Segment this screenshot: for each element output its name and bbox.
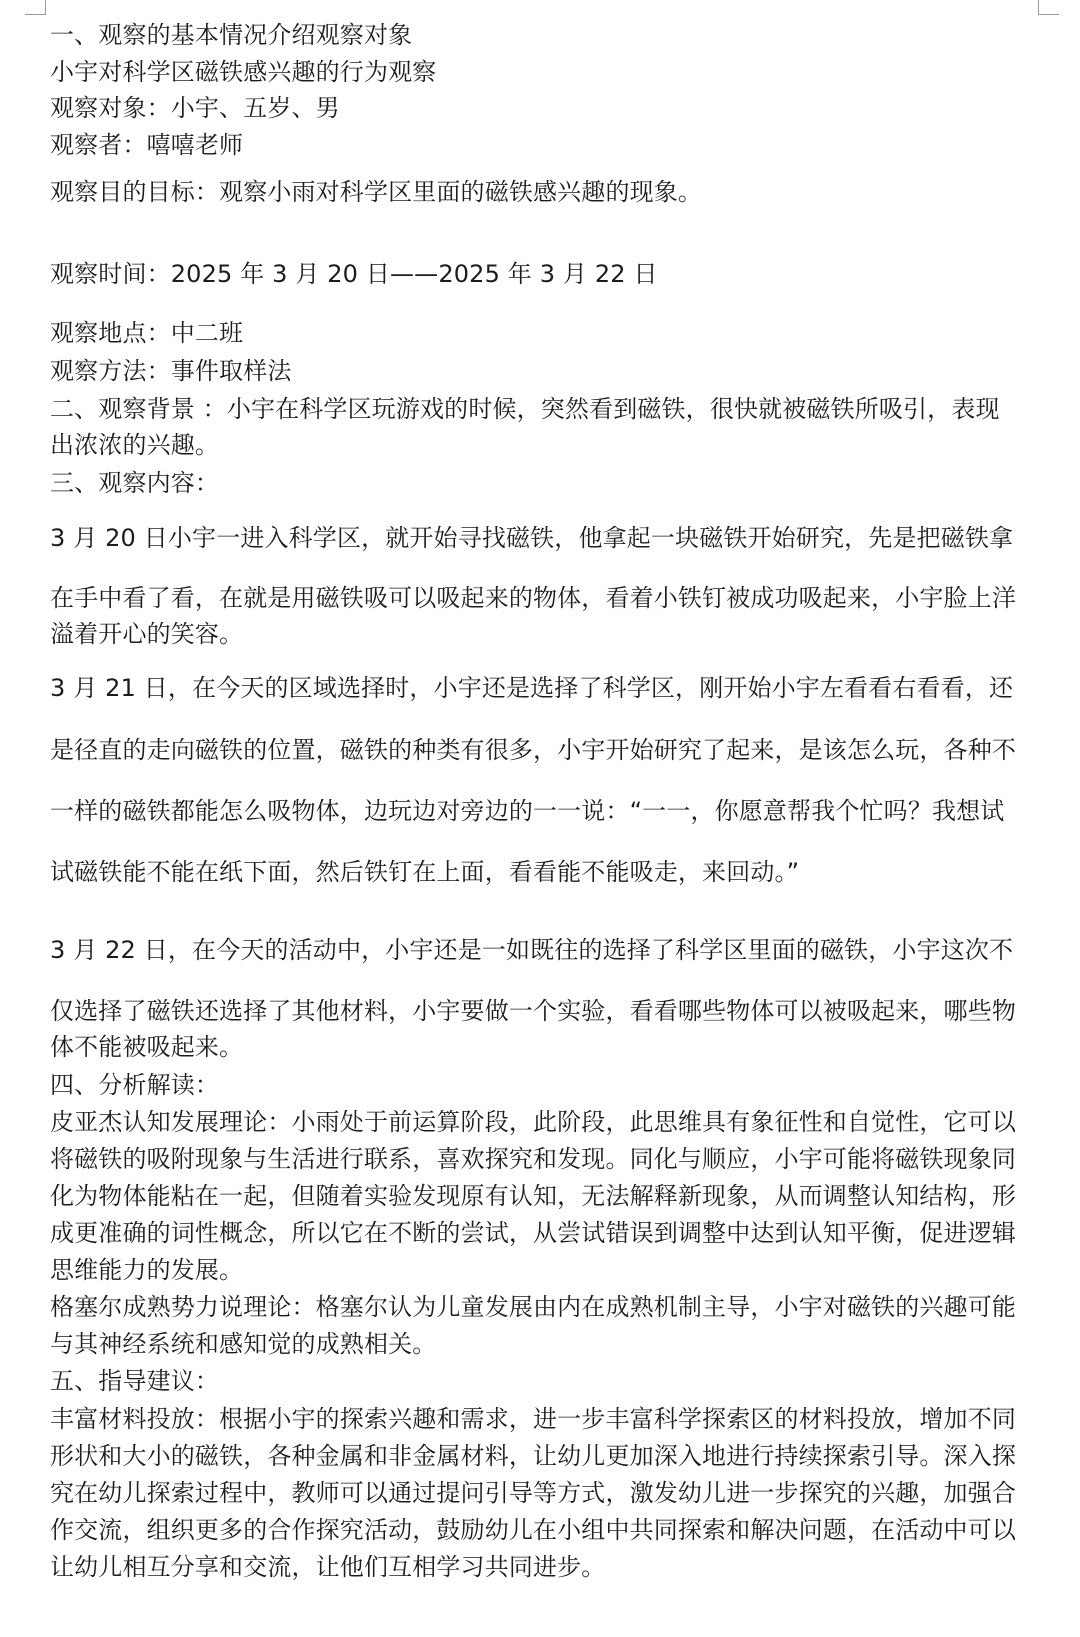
observation-method: 观察方法：事件取样法 [50,357,292,385]
piaget-paragraph-line: 皮亚杰认知发展理论：小雨处于前运算阶段，此阶段，此思维具有象征性和自觉性，它可以 [50,1108,1016,1136]
page-corner-mark-left [25,0,46,15]
day2-paragraph-line: 一样的磁铁都能怎么吸物体，边玩边对旁边的一一说：“一一，你愿意帮我个忙吗？我想试 [50,797,1005,825]
observation-goal: 观察目的目标：观察小雨对科学区里面的磁铁感兴趣的现象。 [50,178,703,206]
day1-paragraph-line: 3 月 20 日小宇一进入科学区，就开始寻找磁铁，他拿起一块磁铁开始研究，先是把磁铁拿 [50,524,1014,552]
day3-paragraph-line: 仅选择了磁铁还选择了其他材料，小宇要做一个实验，看看哪些物体可以被吸起来，哪些物 [50,997,1016,1025]
section-heading-content: 三、观察内容： [50,469,220,497]
suggestion-paragraph-line: 让幼儿相互分享和交流，让他们互相学习共同进步。 [50,1553,606,1581]
section-heading-basic-info: 一、观察的基本情况介绍观察对象 [50,21,413,49]
suggestion-paragraph-line: 丰富材料投放：根据小宇的探索兴趣和需求，进一步丰富科学探索区的材料投放，增加不同 [50,1405,1016,1433]
suggestion-paragraph-line: 作交流，组织更多的合作探究活动，鼓励幼儿在小组中共同探索和解决问题，在活动中可以 [50,1516,1016,1544]
observer: 观察者：嘻嘻老师 [50,131,244,159]
day2-paragraph-line: 3 月 21 日，在今天的区域选择时，小宇还是选择了科学区，刚开始小宇左看看右看看，还 [50,674,1014,702]
piaget-paragraph-line: 化为物体能粘在一起，但随着实验发现原有认知，无法解释新现象，从而调整认知结构，形 [50,1182,1016,1210]
day3-paragraph-line: 体不能被吸起来。 [50,1033,244,1061]
background-paragraph-line: 出浓浓的兴趣。 [50,431,220,459]
day1-paragraph-line: 在手中看了看，在就是用磁铁吸可以吸起来的物体，看着小铁钉被成功吸起来，小宇脸上洋 [50,584,1016,612]
observation-title: 小宇对科学区磁铁感兴趣的行为观察 [50,58,437,86]
suggestion-paragraph-line: 形状和大小的磁铁，各种金属和非金属材料，让幼儿更加深入地进行持续探索引导。深入探 [50,1442,1016,1470]
observation-location: 观察地点：中二班 [50,319,244,347]
gesell-paragraph-line: 格塞尔成熟势力说理论：格塞尔认为儿童发展由内在成熟机制主导，小宇对磁铁的兴趣可能 [50,1293,1016,1321]
piaget-paragraph-line: 思维能力的发展。 [50,1256,244,1284]
day3-paragraph-line: 3 月 22 日，在今天的活动中，小宇还是一如既往的选择了科学区里面的磁铁，小宇这次不 [50,936,1014,964]
section-heading-analysis: 四、分析解读： [50,1071,220,1099]
observation-subject: 观察对象：小宇、五岁、男 [50,94,340,122]
section-heading-suggestions: 五、指导建议： [50,1367,220,1395]
gesell-paragraph-line: 与其神经系统和感知觉的成熟相关。 [50,1330,437,1358]
day2-paragraph-line: 试磁铁能不能在纸下面，然后铁钉在上面，看看能不能吸走，来回动。” [50,858,800,886]
piaget-paragraph-line: 成更准确的词性概念，所以它在不断的尝试，从尝试错误到调整中达到认知平衡，促进逻辑 [50,1219,1016,1247]
piaget-paragraph-line: 将磁铁的吸附现象与生活进行联系，喜欢探究和发现。同化与顺应，小宇可能将磁铁现象同 [50,1145,1016,1173]
background-paragraph-line: 二、观察背景 ：小宇在科学区玩游戏的时候，突然看到磁铁，很快就被磁铁所吸引，表现 [50,395,1000,423]
observation-time: 观察时间：2025 年 3 月 20 日——2025 年 3 月 22 日 [50,260,658,288]
page-corner-mark-right [1038,0,1059,15]
suggestion-paragraph-line: 究在幼儿探索过程中，教师可以通过提问引导等方式，激发幼儿进一步探究的兴趣，加强合 [50,1479,1016,1507]
day1-paragraph-line: 溢着开心的笑容。 [50,620,244,648]
day2-paragraph-line: 是径直的走向磁铁的位置，磁铁的种类有很多，小宇开始研究了起来，是该怎么玩，各种不 [50,736,1016,764]
